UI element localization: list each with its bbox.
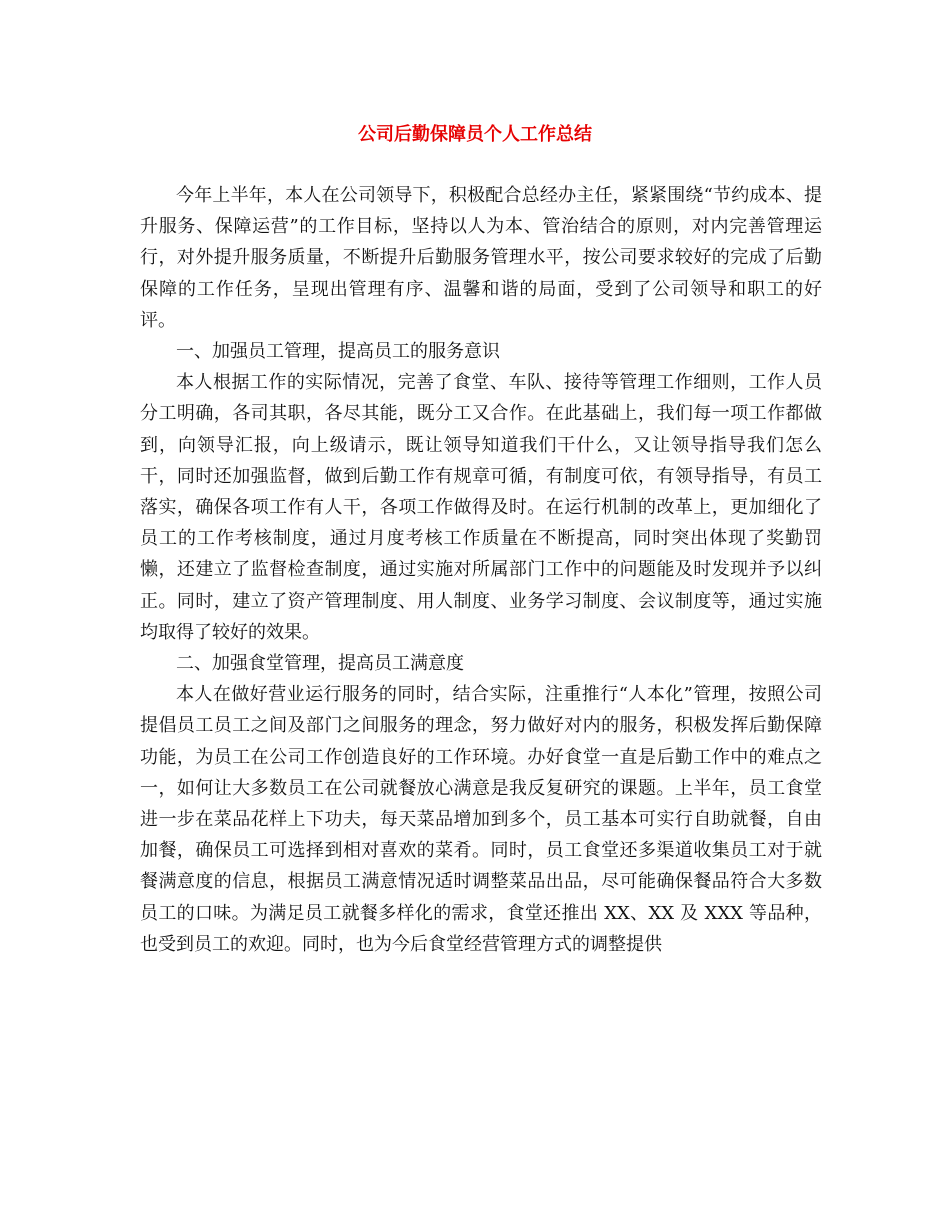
paragraph-section-1: 本人根据工作的实际情况，完善了食堂、车队、接待等管理工作细则，工作人员分工明确，各司其职，各尽其能，既分工又合作。在此基础上，我们每一项工作都做到，向领导汇报，向上级请示，既让领导知道我们干什么，又让领导指导我们怎么干，同时还加强监督，做到后勤工作有规章可循，有制度可依，有领导指导，有员工落实，确保各项工作有人干，各项工作做得及时。在运行机制的改革上，更加细化了员工的工作考核制度，通过月度考核工作质量在不断提高，同时突出体现了奖勤罚懒，还建立了监督检查制度，通过实施对所属部门工作中的问题能及时发现并予以纠正。同时，建立了资产管理制度、用人制度、业务学习制度、会议制度等，通过实施均取得了较好的效果。 xyxy=(140,372,822,643)
section-heading-2: 二、加强食堂管理，提高员工满意度 xyxy=(176,653,464,675)
section-heading-1: 一、加强员工管理，提高员工的服务意识 xyxy=(176,341,500,363)
document-body xyxy=(140,180,822,960)
document-title: 公司后勤保障员个人工作总结 xyxy=(358,124,592,145)
paragraph-section-2: 本人在做好营业运行服务的同时，结合实际，注重推行“人本化”管理，按照公司提倡员工员工之间及部门之间服务的理念，努力做好对内的服务，积极发挥后勤保障功能，为员工在公司工作创造良好的工作环境。办好食堂一直是后勤工作中的难点之一，如何让大多数员工在公司就餐放心满意是我反复研究的课题。上半年，员工食堂进一步在菜品花样上下功夫，每天菜品增加到多个，员工基本可实行自助就餐，自由加餐，确保员工可选择到相对喜欢的菜肴。同时，员工食堂还多渠道收集员工对于就餐满意度的信息，根据员工满意情况适时调整菜品出品，尽可能确保餐品符合大多数员工的口味。为满足员工就餐多样化的需求，食堂还推出 XX、XX 及 XXX 等品种，也受到员工的欢迎。同时，也为今后食堂经营管理方式的调整提供 xyxy=(140,684,822,955)
paragraph-intro: 今年上半年，本人在公司领导下，积极配合总经办主任，紧紧围绕“节约成本、提升服务、保障运营”的工作目标，坚持以人为本、管治结合的原则，对内完善管理运行，对外提升服务质量，不断提升后勤服务管理水平，按公司要求较好的完成了后勤保障的工作任务，呈现出管理有序、温馨和谐的局面，受到了公司领导和职工的好评。 xyxy=(140,185,822,331)
